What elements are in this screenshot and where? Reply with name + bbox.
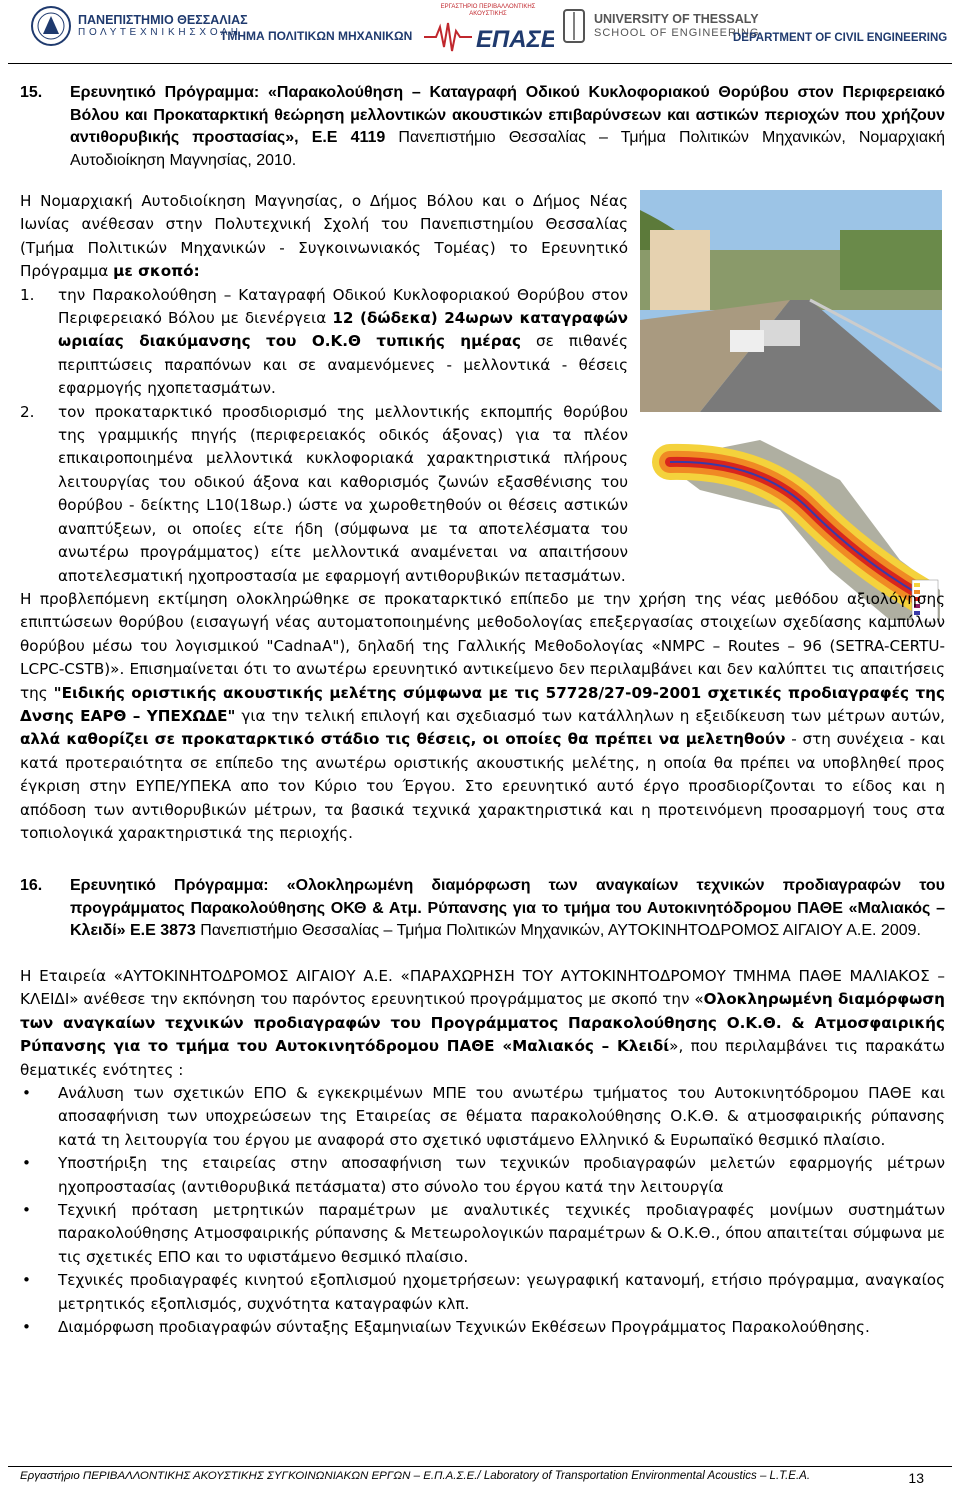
bullet-icon: •	[22, 1271, 31, 1290]
item-text: την Παρακολούθηση – Καταγραφή Οδικού Κυκλοφοριακού Θορύβου στον Περιφερειακό Βόλου με διενέργεια	[58, 285, 628, 328]
laboratory-logo	[422, 4, 554, 54]
section-16-bullets	[20, 1082, 945, 1339]
footer-rule	[8, 1466, 952, 1467]
uth-school: SCHOOL OF ENGINEERING	[594, 26, 760, 39]
section-16-intro	[20, 965, 945, 1082]
laboratory-mark: ΕΠΑΣΕ	[476, 26, 554, 54]
section-title	[70, 875, 945, 943]
footer-text: Εργαστήριο ΠΕΡΙΒΑΛΛΟΝΤΙΚΗΣ ΑΚΟΥΣΤΙΚΗΣ ΣΥΓΚΟΙΝΩΝΙΑΚΩΝ ΕΡΓΩΝ – Ε.Π.Α.Σ.Ε./ Laboratory of Transportation Environmental Acoustics – L.T.E.A.	[20, 1470, 811, 1482]
title-rest: Πανεπιστήμιο Θεσσαλίας – Τμήμα Πολιτικών Μηχανικών, Νομαρχιακή Αυτοδιοίκηση Μαγνησίας, 2010.	[70, 129, 945, 169]
bullet-item	[20, 1152, 945, 1199]
intro-text: Η Νομαρχιακή Αυτοδιοίκηση Μαγνησίας, ο Δήμος Βόλου και ο Δήμος Νέας Ιωνίας ανέθεσαν στην Πολυτεχνική Σχολή του Πανεπιστημίου Θεσσαλίας (Τμήμα Πολιτικών Μηχανικών - Συγκοινωνιακός Τομέας) το Ερευνητικό Πρόγραμμα	[20, 192, 628, 281]
bullet-icon: •	[22, 1083, 31, 1102]
bullet-text: Διαμόρφωση προδιαγραφών σύνταξης Εξαμηνιαίων Τεχνικών Εκθέσεων Προγράμματος Παρακολούθησης.	[58, 1317, 870, 1336]
para-bold: αλλά καθορίζει σε προκαταρκτικό στάδιο τις θέσεις, οι οποίες θα πρέπει να μελετηθούν	[20, 730, 786, 749]
section-15-intro	[20, 190, 628, 284]
list-number: 2.	[20, 402, 35, 421]
list-item	[20, 401, 628, 588]
section-title	[70, 82, 945, 172]
uth-crest-icon	[560, 4, 588, 48]
para-text: για την τελική επιλογή και σχεδιασμό των κατάλληλων η εξειδίκευση των μέτρων αυτών,	[235, 706, 945, 725]
section-15-heading	[20, 82, 945, 172]
section-16-heading	[20, 875, 945, 943]
section-number: 15.	[20, 84, 43, 101]
para-bold: "Ειδικής οριστικής ακουστικής μελέτης σύμφωνα με τις 57728/27-09-2001 σχετικές προδιαγραφές της Δνσης ΕΑΡΘ – ΥΠΕΧΩΔΕ"	[20, 683, 945, 725]
page-footer	[20, 1470, 940, 1486]
section-number: 16.	[20, 877, 43, 895]
university-logo	[30, 4, 248, 48]
title-bold: Ερευνητικό Πρόγραμμα: «Παρακολούθηση – Καταγραφή Οδικού Κυκλοφοριακού Θορύβου στον Περιφερειακό Βόλου και Προκαταρκτική θεώρηση μελλοντικών ακουστικών επιβαρύνσεων και αστικών περιοχών που χρήζουν αντιθορυβικής προστασίας», Ε.Ε 4119	[70, 84, 945, 146]
page-number: 13	[908, 1470, 924, 1486]
bullet-icon: •	[22, 1154, 31, 1173]
university-name: ΠΑΝΕΠΙΣΤΗΜΙΟ ΘΕΣΣΑΛΙΑΣ	[78, 12, 248, 27]
page-content	[20, 82, 945, 1339]
bullet-text: Ανάλυση των σχετικών ΕΠΟ & εγκεκριμένων ΜΠΕ του ανωτέρω τμήματος του Αυτοκινητόδρομου ΠΑΘΕ και αποσαφήνιση των υποχρεώσεων της Εταιρείας σε θέματα παρακολούθησης Ο.Κ.Θ. & ατμοσφαιρικής ρύπανσης κατά τη λειτουργία του έργου με αναφορά στο σχετικό υφιστάμενο Ελληνικό & Ευρωπαϊκό θεσμικό πλαίσιο.	[58, 1083, 945, 1149]
uth-name: UNIVERSITY OF THESSALY	[594, 12, 759, 27]
list-number: 1.	[20, 285, 35, 304]
section-15-list	[20, 284, 628, 588]
laboratory-logo-icon	[422, 17, 554, 55]
school-name: Π Ο Λ Υ Τ Ε Χ Ν Ι Κ Η Σ Χ Ο Λ Η	[78, 27, 239, 39]
bullet-text: Υποστήριξη της εταιρείας στην αποσαφήνιση των τεχνικών προδιαγραφών μελετών εφαρμογής μέτρων ηχοπροστασίας (αντιθορυβικά πετάσματα) στο σύνολο του έργου κατά την λειτουργία	[58, 1154, 945, 1196]
bullet-icon: •	[22, 1200, 31, 1219]
title-bold: Ερευνητικό Πρόγραμμα: «Ολοκληρωμένη διαμόρφωση των αναγκαίων τεχνικών προδιαγραφών του προγράμματος Παρακολούθησης ΟΚΘ & Ατμ. Ρύπανσης για το τμήμα του Αυτοκινητόδρομου ΠΑΘΕ «Μαλιακός – Κλειδί» Ε.Ε 3873	[70, 877, 945, 940]
page-header	[0, 0, 960, 60]
bullet-item	[20, 1082, 945, 1152]
para-text: Η προβλεπόμενη εκτίμηση ολοκληρώθηκε σε προκαταρκτικό επίπεδο με την χρήση της νέας μεθόδου αξιολόγησης επιπτώσεων θορύβου (εισαγωγή νέας αυτοματοποιημένης μεθοδολογίας επεξεργασίας στοιχείων σχεδίασης καμπύλων θορύβου μέσω του λογισμικού "CadnaA"), δηλαδή της Γαλλικής Μεθοδολογίας «NMPC – Routes – 96 (SETRA-CERTU-LCPC-CSTB)». Επισημαίνεται ότι το ανωτέρω ερευνητικό αντικείμενο δεν περιλαμβάνει και δεν καλύπτει τις απαιτήσεις της	[20, 589, 945, 702]
list-text: τον προκαταρκτικό προσδιορισμό της μελλοντικής εκπομπής θορύβου της γραμμικής πηγής (περιφερειακός οδικός άξονας) για τα πλέον επικαιροποιημένα μελλοντικά κυκλοφοριακά χαρακτηριστικά πλήρους λειτουργίας του οδικού άξονα και καθορισμός ζωνών εξασθένισης του θορύβου - δείκτης L10(18ωρ.) ώστε να χωροθετηθούν οι θέσεις αστικών αναπτύξεων, οι οποίες είτε ήδη (σύμφωνα με τα αποτελέσματα του ανωτέρω προγράμματος) είτε μελλοντικά αναμένεται να απαιτήσουν αποτελεσματική ηχοπροστασία με εφαρμογή αντιθορυβικών πετασμάτων.	[58, 402, 628, 585]
bullet-text: Τεχνικές προδιαγραφές κινητού εξοπλισμού ηχομετρήσεων: γεωγραφική κατανομή, ετήσιο πρόγραμμα, αναγκαίος μετρητικός εξοπλισμός, συχνότητα καταγραφών κλπ.	[58, 1271, 945, 1313]
university-crest-icon	[30, 4, 72, 48]
header-rule	[8, 63, 952, 64]
list-text	[58, 284, 628, 401]
bullet-item	[20, 1199, 945, 1269]
section-15-paragraph	[20, 588, 945, 845]
para-text: - στη συνέχεια - και κατά προτεραιότητα σε επίπεδο της ανωτέρω οριστικής ακουστικής μελέτης, η οποία θα πρέπει να υποβληθεί προς έγκριση στην ΕΥΠΕ/ΥΠΕΚΑ απο τον Κύριο του Έργου. Στο ερευνητικό αυτό έργο προσδιορίζονται το είδος και η απόδοση των αντιθορυβικών μέτρων, τα βασικά τεχνικά χαρακτηριστικά και η προτεινόμενη προσαρμογή τους στα τοπιολογικά χαρακτηριστικά της περιοχής.	[20, 730, 946, 842]
title-rest: Πανεπιστήμιο Θεσσαλίας – Τμήμα Πολιτικών Μηχανικών, ΑΥΤΟΚΙΝΗΤΟΔΡΟΜΟΣ ΑΙΓΑΙΟΥ Α.Ε. 2009.	[195, 922, 921, 940]
bullet-item	[20, 1316, 945, 1339]
department-english: DEPARTMENT OF CIVIL ENGINEERING	[733, 32, 948, 44]
bullet-item	[20, 1269, 945, 1316]
intro-text: », που περιλαμβάνει τις παρακάτω θεματικές ενότητες :	[20, 1037, 945, 1079]
bullet-text: Τεχνική πρόταση μετρητικών παραμέτρων με αναλυτικές τεχνικές προδιαγραφές μονίμων συστημάτων παρακολούθησης Ατμοσφαιρικής ρύπανσης & Μετεωρολογικών παραμέτρων & Ο.Κ.Θ., όπου απαιτείται σύμφωνα με τις σχετικές ΕΠΟ και το υφιστάμενο θεσμικό πλαίσιο.	[58, 1200, 945, 1266]
intro-bold: Ολοκληρωμένη διαμόρφωση των αναγκαίων τεχνικών προδιαγραφών του Προγράμματος Παρακολούθησης Ο.Κ.Θ. & Ατμοσφαιρικής Ρύπανσης για το τμήμα του Αυτοκινητόδρομου ΠΑΘΕ «Μαλιακός – Κλειδί	[20, 990, 945, 1056]
laboratory-caption: ΕΡΓΑΣΤΗΡΙΟ ΠΕΡΙΒΑΛΛΟΝΤΙΚΗΣ ΑΚΟΥΣΤΙΚΗΣ	[440, 4, 536, 17]
intro-text: Η Εταιρεία «ΑΥΤΟΚΙΝΗΤΟΔΡΟΜΟΣ ΑΙΓΑΙΟΥ Α.Ε. «ΠΑΡΑΧΩΡΗΣΗ ΤΟΥ ΑΥΤΟΚΙΝΗΤΟΔΡΟΜΟΥ ΤΜΗΜΑ ΠΑΘΕ ΜΑΛΙΑΚΟΣ – ΚΛΕΙΔΙ» ανέθεσε την εκπόνηση του παρόντος ερευνητικού προγράμματος με σκοπό την «	[20, 966, 945, 1009]
item-text: σε πιθανές περιπτώσεις παραπόνων και σε αναμενόμενες - μελλοντικά - θέσεις εφαρμογής ηχοπετασμάτων.	[58, 332, 628, 398]
intro-bold: με σκοπό:	[113, 262, 200, 281]
bullet-icon: •	[22, 1317, 31, 1336]
department-greek: ΤΜΗΜΑ ΠΟΛΙΤΙΚΩΝ ΜΗΧΑΝΙΚΩΝ	[220, 29, 413, 43]
item-bold: 12 (δώδεκα) 24ωρων καταγραφών ωριαίας διακύμανσης του Ο.Κ.Θ τυπικής ημέρας	[58, 309, 628, 351]
uth-logo	[560, 4, 759, 48]
list-item	[20, 284, 628, 401]
